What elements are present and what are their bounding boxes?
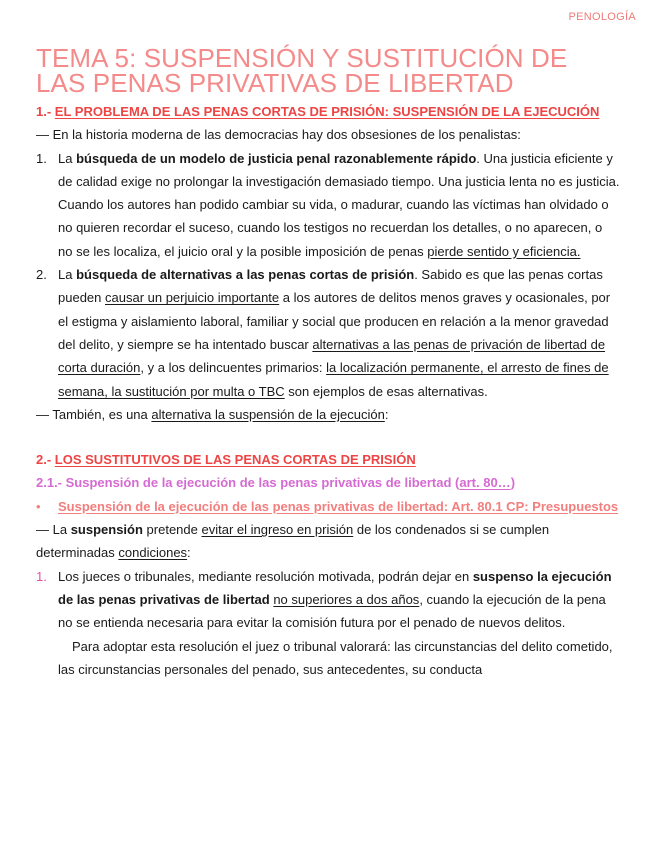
bold-phrase: suspensión xyxy=(70,522,143,538)
running-header: PENOLOGÍA xyxy=(568,11,636,23)
list-item xyxy=(36,565,620,635)
bold-phrase: búsqueda de alternativas a las penas cortas de prisión xyxy=(76,267,415,283)
underlined-phrase: no superiores a dos años xyxy=(273,591,420,607)
section-1-intro: — En la historia moderna de las democracias hay dos obsesiones de los penalistas: xyxy=(36,127,521,143)
underlined-phrase: la localización permanente, el arresto de fines de semana, la sustitución por multa o TBC xyxy=(58,360,609,399)
list-text: La búsqueda de alternativas a las penas cortas de prisión. Sabido es que las penas cortas pueden causar un perjuicio importante a los autores de delitos menos graves y ocasionales, por el estigma y aislamiento laboral, familiar y social que producen en relación a la menor gravedad del delito, y siempre se ha intentado buscar alternativas a las penas de privación de libertad de corta duración, y a los delincuentes primarios: la localización permanente, el arresto de fines de semana, la sustitución por multa o TBC son ejemplos de esas alternativas. xyxy=(58,267,611,399)
list-text: La búsqueda de un modelo de justicia penal razonablemente rápido. Una justicia eficiente y de calidad exige no prolongar la investigación demasiado tiempo. Una justicia lenta no es justicia. Cuando los autores han podido cambiar su vida, o madurar, cuando las víctimas han olvidado o no quieren recordar el suceso, cuando los testigos no recuerdan los detalles, o no aparecen, o no se les localiza, el juicio oral y la posible imposición de penas pierde sentido y eficiencia. xyxy=(58,150,620,259)
section-title: EL PROBLEMA DE LAS PENAS CORTAS DE PRISIÓN: SUSPENSIÓN DE LA EJECUCIÓN xyxy=(54,104,600,119)
subsection-heading: 2.1.- Suspensión de la ejecución de las penas privativas de libertad (art. 80…) xyxy=(36,475,516,491)
underlined-phrase: alternativas a las penas de privación de libertad de corta duración xyxy=(58,336,606,376)
list-number: 1. xyxy=(36,150,47,166)
section-2-heading xyxy=(36,448,620,471)
bullet-text: Suspensión de la ejecución de las penas privativas de libertad: Art. 80.1 CP: Presupuestos xyxy=(58,498,619,514)
article-link[interactable]: art. 80… xyxy=(459,475,511,491)
last-paragraph: Para adoptar esta resolución el juez o tribunal valorará: las circunstancias del delito cometido, las circunstancias personales del penado, sus antecedentes, su conducta xyxy=(58,638,613,677)
spacer xyxy=(36,426,620,448)
underlined-phrase: condiciones xyxy=(118,545,188,561)
section-1-closing: — También, es una alternativa la suspensión de la ejecución: xyxy=(36,406,389,422)
list-number: 1. xyxy=(36,568,47,584)
bold-phrase: suspenso la ejecución de las penas privativas de libertad xyxy=(58,568,612,607)
section-1-heading xyxy=(36,100,620,123)
list-item xyxy=(36,263,620,403)
section-number: 2.- xyxy=(36,452,52,468)
list-number: 2. xyxy=(36,267,47,283)
underlined-phrase: causar un perjuicio importante xyxy=(105,290,280,306)
bullet-dot-icon: • xyxy=(36,498,41,514)
list-item xyxy=(36,147,620,263)
suspension-paragraph: — La suspensión pretende evitar el ingreso en prisión de los condenados si se cumplen determinadas condiciones: xyxy=(36,522,550,561)
document-body xyxy=(36,100,620,681)
underlined-phrase: evitar el ingreso en prisión xyxy=(201,522,354,538)
section-title: LOS SUSTITUTIVOS DE LAS PENAS CORTAS DE PRISIÓN xyxy=(54,452,416,468)
bullet-item xyxy=(36,495,620,518)
section-number: 1.- xyxy=(36,104,52,119)
underlined-phrase: alternativa la suspensión de la ejecución xyxy=(151,406,385,422)
list-text: Los jueces o tribunales, mediante resolución motivada, podrán dejar en suspenso la ejecución de las penas privativas de libertad no superiores a dos años, cuando la ejecución de la pena no se entienda necesaria para evitar la comisión futura por el penado de nuevos delitos. xyxy=(58,568,612,631)
bold-phrase: búsqueda de un modelo de justicia penal razonablemente rápido xyxy=(76,150,477,166)
title-line-1: TEMA 5: SUSPENSIÓN Y SUSTITUCIÓN DE xyxy=(36,43,568,73)
underlined-phrase: pierde sentido y eficiencia. xyxy=(427,243,581,259)
page-title xyxy=(36,43,626,98)
title-line-2: LAS PENAS PRIVATIVAS DE LIBERTAD xyxy=(36,68,514,98)
